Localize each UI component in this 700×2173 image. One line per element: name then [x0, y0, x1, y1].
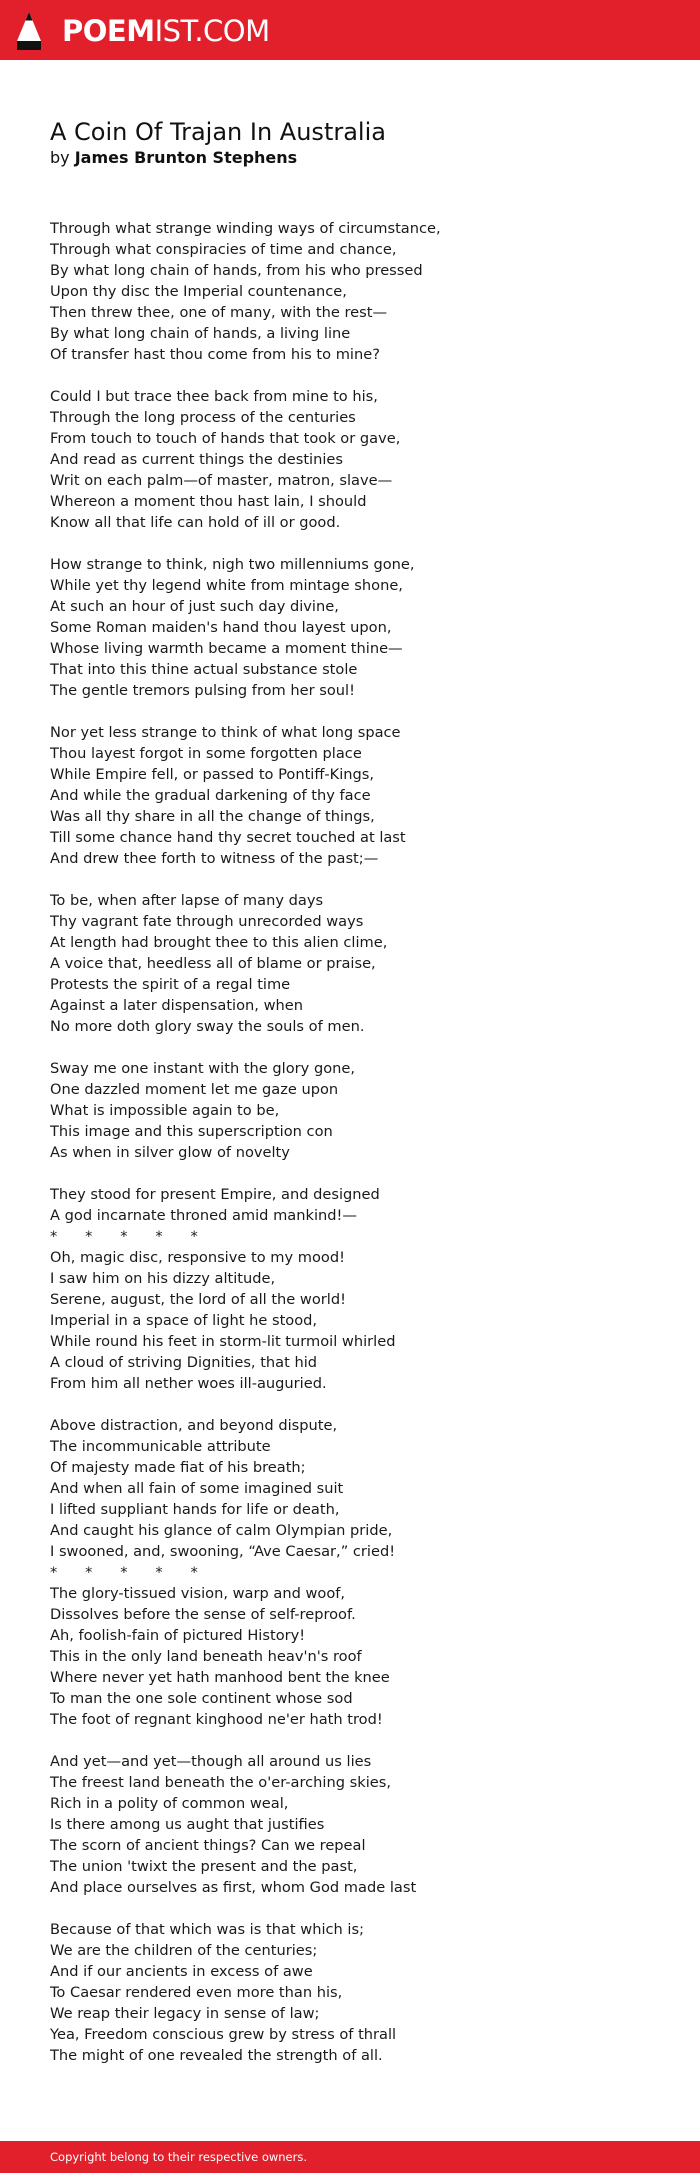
- poem-line: Whose living warmth became a moment thine—: [50, 640, 403, 657]
- poem-line: This in the only land beneath heav'n's roof: [50, 1648, 362, 1665]
- poem-line: One dazzled moment let me gaze upon: [50, 1081, 339, 1098]
- site-logo-text: [62, 11, 270, 51]
- poem-line: Upon thy disc the Imperial countenance,: [50, 283, 347, 300]
- poem-line: And caught his glance of calm Olympian pride,: [50, 1522, 393, 1539]
- poem-line: The union 'twixt the present and the past,: [50, 1858, 358, 1875]
- logo-text-bold: POEM: [62, 14, 155, 48]
- poem-line: Could I but trace thee back from mine to his,: [50, 388, 378, 405]
- poem-line: Rich in a polity of common weal,: [50, 1795, 289, 1812]
- poem-line: To be, when after lapse of many days: [50, 892, 324, 909]
- poem-stanza: [50, 1415, 670, 1730]
- poem-line: And if our ancients in excess of awe: [50, 1963, 313, 1980]
- poem-line: Till some chance hand thy secret touched at last: [50, 829, 406, 846]
- poem-line: Then threw thee, one of many, with the rest—: [50, 304, 388, 321]
- poem-line: And place ourselves as first, whom God made last: [50, 1879, 417, 1896]
- poem-line: And while the gradual darkening of thy face: [50, 787, 371, 804]
- poem-line: Through what conspiracies of time and chance,: [50, 241, 397, 258]
- site-footer: [0, 2141, 700, 2173]
- poem-line: Serene, august, the lord of all the world!: [50, 1291, 346, 1308]
- poem-line: Thou layest forgot in some forgotten place: [50, 745, 362, 762]
- poem-title: A Coin Of Trajan In Australia: [50, 118, 386, 146]
- poem-stanza: [50, 554, 670, 701]
- poem-line: Protests the spirit of a regal time: [50, 976, 291, 993]
- poem-body: [50, 218, 670, 2087]
- poem-line: Through what strange winding ways of circumstance,: [50, 220, 441, 237]
- poem-line: While Empire fell, or passed to Pontiff-Kings,: [50, 766, 375, 783]
- poem-line: The freest land beneath the o'er-arching skies,: [50, 1774, 391, 1791]
- poem-line: As when in silver glow of novelty: [50, 1144, 290, 1161]
- poem-line: The might of one revealed the strength of all.: [50, 2047, 383, 2064]
- poem-line: Thy vagrant fate through unrecorded ways: [50, 913, 364, 930]
- poem-line: At such an hour of just such day divine,: [50, 598, 339, 615]
- poem-stanza: [50, 722, 670, 869]
- poem-line: * * * * *: [50, 1228, 198, 1245]
- poem-line: And read as current things the destinies: [50, 451, 343, 468]
- poem-line: I saw him on his dizzy altitude,: [50, 1270, 276, 1287]
- poem-stanza: [50, 1919, 670, 2066]
- poem-line: I lifted suppliant hands for life or death,: [50, 1501, 340, 1518]
- poem-line: How strange to think, nigh two millenniums gone,: [50, 556, 415, 573]
- poem-stanza: [50, 218, 670, 365]
- poem-line: A voice that, heedless all of blame or praise,: [50, 955, 376, 972]
- poem-line: Of transfer hast thou come from his to mine?: [50, 346, 380, 363]
- poem-line: Through the long process of the centuries: [50, 409, 356, 426]
- poem-line: Dissolves before the sense of self-reproof.: [50, 1606, 356, 1623]
- author-link[interactable]: James Brunton Stephens: [74, 148, 298, 167]
- poem-line: The gentle tremors pulsing from her soul!: [50, 682, 355, 699]
- poem-line: Know all that life can hold of ill or good.: [50, 514, 341, 531]
- poem-line: Where never yet hath manhood bent the knee: [50, 1669, 390, 1686]
- poem-line: The foot of regnant kinghood ne'er hath trod!: [50, 1711, 383, 1728]
- site-logo-link[interactable]: [16, 11, 270, 51]
- poem-line: I swooned, and, swooning, “Ave Caesar,” cried!: [50, 1543, 396, 1560]
- poem-line: A cloud of striving Dignities, that hid: [50, 1354, 318, 1371]
- poem-line: Writ on each palm—of master, matron, slave—: [50, 472, 393, 489]
- poem-line: Nor yet less strange to think of what long space: [50, 724, 401, 741]
- poem-line: By what long chain of hands, from his who pressed: [50, 262, 423, 279]
- poem-line: Because of that which was is that which is;: [50, 1921, 364, 1938]
- poem-line: We reap their legacy in sense of law;: [50, 2005, 320, 2022]
- poem-line: The incommunicable attribute: [50, 1438, 271, 1455]
- poem-stanza: [50, 1751, 670, 1898]
- poem-line: From him all nether woes ill-auguried.: [50, 1375, 327, 1392]
- poem-line: Sway me one instant with the glory gone,: [50, 1060, 356, 1077]
- poem-line: By what long chain of hands, a living line: [50, 325, 351, 342]
- copyright-text: Copyright belong to their respective owners.: [50, 2150, 308, 2164]
- poem-line: Oh, magic disc, responsive to my mood!: [50, 1249, 345, 1266]
- poem-line: While yet thy legend white from mintage shone,: [50, 577, 403, 594]
- poem-line: At length had brought thee to this alien clime,: [50, 934, 388, 951]
- poem-line: While round his feet in storm-lit turmoil whirled: [50, 1333, 396, 1350]
- poem-line: And when all fain of some imagined suit: [50, 1480, 344, 1497]
- poem-line: To man the one sole continent whose sod: [50, 1690, 353, 1707]
- poem-line: No more doth glory sway the souls of men.: [50, 1018, 365, 1035]
- logo-text-light: IST.COM: [154, 14, 270, 48]
- poem-line: Above distraction, and beyond dispute,: [50, 1417, 338, 1434]
- poem-line: They stood for present Empire, and designed: [50, 1186, 380, 1203]
- poem-line: Ah, foolish-fain of pictured History!: [50, 1627, 306, 1644]
- pencil-logo-icon: [16, 11, 42, 51]
- poem-line: The glory-tissued vision, warp and woof,: [50, 1585, 346, 1602]
- poem-line: * * * * *: [50, 1564, 198, 1581]
- poem-line: What is impossible again to be,: [50, 1102, 280, 1119]
- poem-line: Was all thy share in all the change of things,: [50, 808, 375, 825]
- poem-stanza: [50, 386, 670, 533]
- poem-line: This image and this superscription con: [50, 1123, 333, 1140]
- poem-line: Against a later dispensation, when: [50, 997, 303, 1014]
- poem-line: A god incarnate throned amid mankind!—: [50, 1207, 357, 1224]
- poem-byline: [50, 147, 297, 169]
- poem-line: Some Roman maiden's hand thou layest upon,: [50, 619, 392, 636]
- byline-prefix: by: [50, 148, 70, 167]
- poem-line: From touch to touch of hands that took or gave,: [50, 430, 401, 447]
- poem-line: Imperial in a space of light he stood,: [50, 1312, 318, 1329]
- poem-line: And yet—and yet—though all around us lies: [50, 1753, 372, 1770]
- poem-line: The scorn of ancient things? Can we repeal: [50, 1837, 366, 1854]
- poem-line: And drew thee forth to witness of the past;—: [50, 850, 379, 867]
- poem-line: To Caesar rendered even more than his,: [50, 1984, 343, 2001]
- poem-line: Of majesty made fiat of his breath;: [50, 1459, 306, 1476]
- poem-stanza: [50, 890, 670, 1037]
- poem-line: Is there among us aught that justifies: [50, 1816, 325, 1833]
- site-header: [0, 0, 700, 60]
- poem-line: Yea, Freedom conscious grew by stress of thrall: [50, 2026, 397, 2043]
- poem-line: We are the children of the centuries;: [50, 1942, 318, 1959]
- poem-stanza: [50, 1058, 670, 1163]
- poem-line: Whereon a moment thou hast lain, I should: [50, 493, 367, 510]
- poem-line: That into this thine actual substance stole: [50, 661, 358, 678]
- poem-stanza: [50, 1184, 670, 1394]
